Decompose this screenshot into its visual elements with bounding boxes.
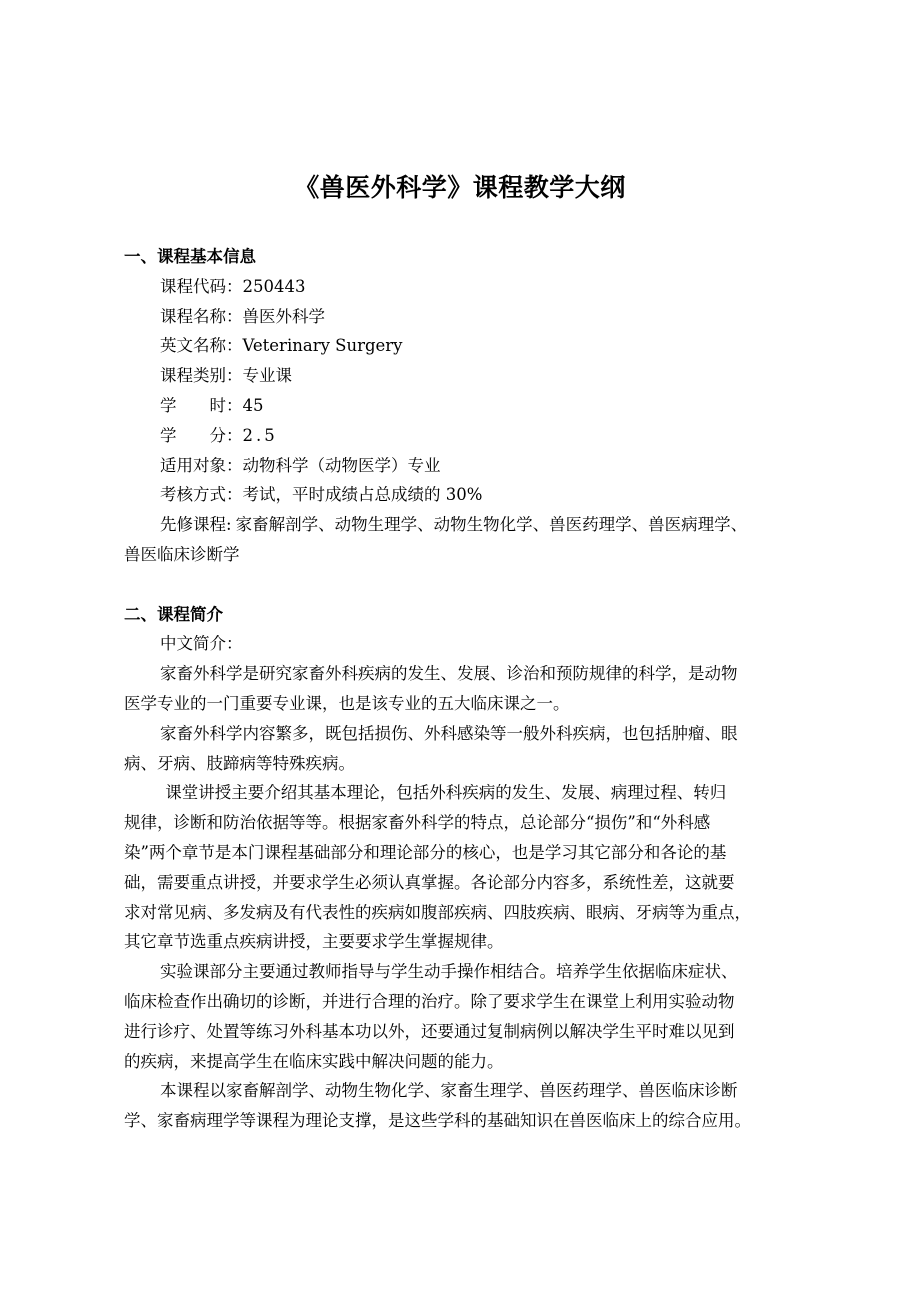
paragraph-line: 家畜外科学是研究家畜外科疾病的发生、发展、诊治和预防规律的科学，是动物 bbox=[160, 664, 738, 684]
field-label: 学 时 bbox=[160, 395, 226, 415]
paragraph-line: 家畜外科学内容繁多，既包括损伤、外科感染等一般外科疾病，也包括肿瘤、眼 bbox=[160, 723, 738, 743]
field-label: 考核方式 bbox=[160, 485, 226, 505]
field-credits bbox=[124, 421, 804, 451]
field-separator: ： bbox=[226, 336, 243, 356]
paragraph-line: 规律，诊断和防治依据等等。根据家畜外科学的特点，总论部分“损伤”和“外科感 bbox=[124, 813, 711, 833]
field-label: 课程名称 bbox=[160, 306, 226, 326]
field-label: 课程类别 bbox=[160, 366, 226, 386]
field-hours bbox=[124, 391, 804, 421]
field-separator: ： bbox=[226, 455, 243, 475]
field-course-name bbox=[124, 302, 804, 332]
intro-paragraph-4 bbox=[124, 957, 804, 1076]
field-separator: ： bbox=[226, 366, 243, 386]
paragraph-line: 实验课部分主要通过教师指导与学生动手操作相结合。培养学生依据临床症状、 bbox=[160, 962, 738, 982]
paragraph-line: 本课程以家畜解剖学、动物生物化学、家畜生理学、兽医药理学、兽医临床诊断 bbox=[160, 1081, 738, 1101]
intro-paragraph-1 bbox=[124, 659, 804, 719]
field-prerequisites bbox=[124, 510, 804, 540]
paragraph-line: 其它章节选重点疾病讲授，主要要求学生掌握规律。 bbox=[124, 932, 504, 952]
field-label: 适用对象 bbox=[160, 455, 226, 475]
paragraph-line: 学、家畜病理学等课程为理论支撑，是这些学科的基础知识在兽医临床上的综合应用。 bbox=[124, 1111, 751, 1131]
field-course-code bbox=[124, 272, 804, 302]
intro-paragraph-3 bbox=[124, 778, 804, 957]
paragraph-line: 课堂讲授主要介绍其基本理论，包括外科疾病的发生、发展、病理过程、转归 bbox=[160, 783, 727, 803]
field-english-name bbox=[124, 331, 804, 361]
field-value: 2.5 bbox=[242, 425, 278, 445]
field-separator: : bbox=[226, 515, 232, 535]
field-value: 专业课 bbox=[242, 366, 292, 386]
field-label: 英文名称 bbox=[160, 336, 226, 356]
intro-paragraph-2 bbox=[124, 719, 804, 779]
field-value: 45 bbox=[242, 395, 264, 415]
paragraph-line: 染”两个章节是本门课程基础部分和理论部分的核心，也是学习其它部分和各论的基 bbox=[124, 842, 727, 862]
paragraph-line: 进行诊疗、处置等练习外科基本功以外，还要通过复制病例以解决学生平时难以见到 bbox=[124, 1021, 735, 1041]
document-body bbox=[124, 242, 804, 1136]
paragraph-line: 医学专业的一门重要专业课，也是该专业的五大临床课之一。 bbox=[124, 693, 570, 713]
field-separator: ： bbox=[226, 425, 243, 445]
section-heading-basic-info: 一、课程基本信息 bbox=[124, 247, 256, 266]
field-value: Veterinary Surgery bbox=[242, 336, 403, 356]
paragraph-line: 病、牙病、肢蹄病等特殊疾病。 bbox=[124, 753, 355, 773]
field-label: 课程代码 bbox=[160, 276, 226, 296]
paragraph-line: 求对常见病、多发病及有代表性的疾病如腹部疾病、四肢疾病、眼病、牙病等为重点， bbox=[124, 902, 751, 922]
field-value: 家畜解剖学、动物生理学、动物生物化学、兽医药理学、兽医病理学、 bbox=[235, 515, 748, 535]
field-separator: ： bbox=[226, 276, 243, 296]
paragraph-line: 临床检查作出确切的诊断，并进行合理的治疗。除了要求学生在课堂上利用实验动物 bbox=[124, 991, 735, 1011]
field-label: 先修课程 bbox=[160, 515, 226, 535]
field-value: 考试，平时成绩占总成绩的 30% bbox=[242, 485, 483, 505]
field-target-audience bbox=[124, 451, 804, 481]
section-heading-course-intro: 二、课程简介 bbox=[124, 604, 223, 624]
field-value: 250443 bbox=[242, 276, 306, 296]
field-course-category bbox=[124, 361, 804, 391]
field-prerequisites-continued: 兽医临床诊断学 bbox=[124, 544, 240, 564]
intro-paragraph-5 bbox=[124, 1076, 804, 1136]
field-value: 动物科学（动物医学）专业 bbox=[242, 455, 441, 475]
field-value: 兽医外科学 bbox=[242, 306, 325, 326]
chinese-intro-label: 中文简介： bbox=[160, 634, 243, 654]
paragraph-line: 础，需要重点讲授，并要求学生必须认真掌握。各论部分内容多，系统性差，这就要 bbox=[124, 872, 735, 892]
document-title: 《兽医外科学》课程教学大纲 bbox=[294, 173, 626, 202]
field-separator: ： bbox=[226, 306, 243, 326]
field-separator: ： bbox=[226, 395, 243, 415]
field-separator: ： bbox=[226, 485, 243, 505]
field-assessment bbox=[124, 480, 804, 510]
section-spacer bbox=[124, 570, 804, 600]
field-label: 学 分 bbox=[160, 425, 226, 445]
paragraph-line: 的疾病，来提高学生在临床实践中解决问题的能力。 bbox=[124, 1051, 504, 1071]
